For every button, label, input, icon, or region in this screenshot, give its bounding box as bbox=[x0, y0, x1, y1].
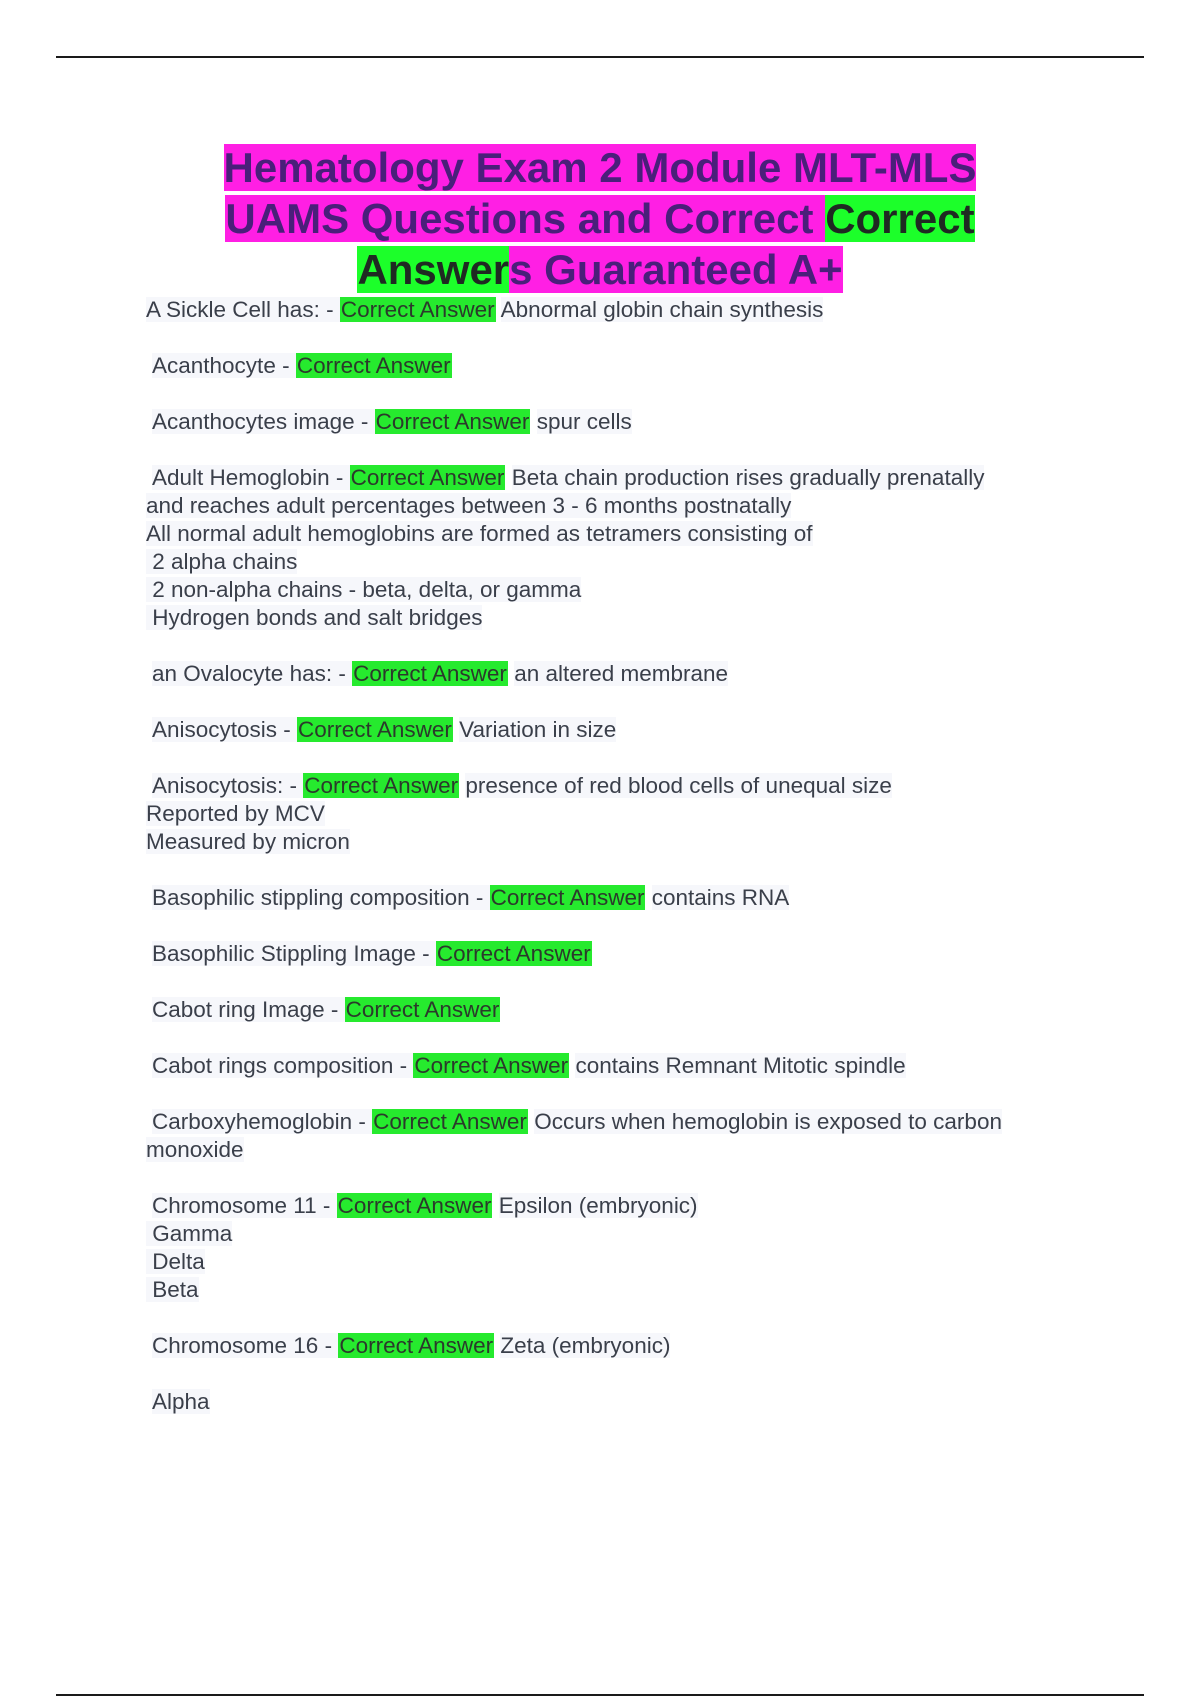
entry-answer: Beta chain production rises gradually prenatally bbox=[511, 465, 985, 490]
flashcard-entry bbox=[146, 1192, 1086, 1304]
correct-answer-tag: Correct Answer bbox=[490, 885, 645, 910]
entry-term: Adult Hemoglobin - bbox=[152, 465, 350, 490]
correct-answer-tag: Correct Answer bbox=[436, 941, 591, 966]
entry-continuation-line bbox=[146, 576, 1086, 604]
correct-answer-tag: Correct Answer bbox=[375, 409, 530, 434]
entry-continuation-line bbox=[146, 1220, 1086, 1248]
entry-continuation-text: Hydrogen bonds and salt bridges bbox=[146, 605, 483, 630]
title-part-1: Hematology Exam 2 Module MLT-MLS bbox=[223, 144, 977, 191]
title-part-2: UAMS Questions and Correct bbox=[225, 195, 826, 242]
entry-answer: spur cells bbox=[536, 409, 632, 434]
entry-continuation-text: Delta bbox=[146, 1249, 205, 1274]
entry-term: Cabot ring Image - bbox=[152, 997, 345, 1022]
entry-first-line bbox=[146, 772, 1086, 800]
entry-first-line bbox=[146, 352, 1086, 380]
entry-continuation-text: Measured by micron bbox=[146, 829, 350, 854]
correct-answer-tag: Correct Answer bbox=[350, 465, 505, 490]
flashcard-entry bbox=[146, 660, 1086, 688]
correct-answer-tag: Correct Answer bbox=[296, 353, 451, 378]
correct-answer-tag: Correct Answer bbox=[345, 997, 500, 1022]
entry-continuation-text: Beta bbox=[146, 1277, 199, 1302]
entry-first-line bbox=[146, 660, 1086, 688]
correct-answer-tag: Correct Answer bbox=[298, 717, 452, 742]
entry-term: Acanthocytes image - bbox=[152, 409, 375, 434]
flashcard-entry bbox=[146, 772, 1086, 856]
flashcard-entry bbox=[146, 352, 1086, 380]
correct-answer-tag: Correct Answer bbox=[353, 661, 507, 686]
entry-term: Basophilic Stippling Image - bbox=[152, 941, 436, 966]
entry-first-line bbox=[146, 940, 1086, 968]
entry-answer: Epsilon (embryonic) bbox=[498, 1193, 698, 1218]
correct-answer-tag: Correct Answer bbox=[337, 1193, 492, 1218]
entry-term: Chromosome 11 - bbox=[152, 1193, 337, 1218]
entry-first-line bbox=[146, 1388, 1086, 1416]
entry-term: Cabot rings composition - bbox=[152, 1053, 414, 1078]
entry-term: Alpha bbox=[152, 1389, 210, 1414]
entry-answer: an altered membrane bbox=[514, 661, 729, 686]
entry-answer: Abnormal globin chain synthesis bbox=[500, 297, 824, 322]
entry-continuation-text: All normal adult hemoglobins are formed as tetramers consisting of bbox=[146, 521, 813, 546]
correct-answer-tag: Correct Answer bbox=[414, 1053, 569, 1078]
entry-continuation-text: monoxide bbox=[146, 1137, 244, 1162]
flashcard-entry bbox=[146, 716, 1086, 744]
entry-first-line bbox=[146, 464, 1086, 492]
entry-first-line bbox=[146, 408, 1086, 436]
entry-first-line bbox=[146, 296, 1086, 324]
entry-term: Acanthocyte - bbox=[152, 353, 296, 378]
entry-continuation-line bbox=[146, 800, 1086, 828]
flashcard-entry bbox=[146, 996, 1086, 1024]
entry-continuation-line bbox=[146, 520, 1086, 548]
entry-first-line bbox=[146, 1192, 1086, 1220]
entry-term: Chromosome 16 - bbox=[152, 1333, 339, 1358]
entry-first-line bbox=[146, 716, 1086, 744]
flashcard-entry bbox=[146, 1052, 1086, 1080]
entry-first-line bbox=[146, 1052, 1086, 1080]
entry-answer: Variation in size bbox=[459, 717, 617, 742]
entry-answer: contains Remnant Mitotic spindle bbox=[575, 1053, 906, 1078]
entry-answer: presence of red blood cells of unequal size bbox=[465, 773, 892, 798]
entry-term: Basophilic stippling composition - bbox=[152, 885, 490, 910]
flashcard-entry bbox=[146, 296, 1086, 324]
document-title bbox=[150, 142, 1050, 295]
title-part-5: s Guaranteed A+ bbox=[509, 246, 843, 293]
title-part-3: Correct bbox=[825, 195, 975, 242]
entry-first-line bbox=[146, 884, 1086, 912]
entry-answer: contains RNA bbox=[651, 885, 790, 910]
entry-term: A Sickle Cell has: - bbox=[146, 297, 340, 322]
flashcard-entry bbox=[146, 408, 1086, 436]
correct-answer-tag: Correct Answer bbox=[373, 1109, 527, 1134]
entry-continuation-text: and reaches adult percentages between 3 - 6 months postnatally bbox=[146, 493, 792, 518]
title-part-4: Answer bbox=[357, 246, 510, 293]
entry-continuation-line bbox=[146, 1276, 1086, 1304]
entry-continuation-line bbox=[146, 828, 1086, 856]
entry-term: Carboxyhemoglobin - bbox=[152, 1109, 373, 1134]
entry-term: Anisocytosis: - bbox=[152, 773, 304, 798]
correct-answer-tag: Correct Answer bbox=[339, 1333, 494, 1358]
bottom-rule bbox=[56, 1694, 1144, 1696]
correct-answer-tag: Correct Answer bbox=[340, 297, 495, 322]
entry-continuation-line bbox=[146, 1136, 1086, 1164]
entry-term: Anisocytosis - bbox=[152, 717, 298, 742]
entry-answer: Zeta (embryonic) bbox=[500, 1333, 671, 1358]
flashcard-entry bbox=[146, 464, 1086, 632]
entry-answer: Occurs when hemoglobin is exposed to carbon bbox=[534, 1109, 1002, 1134]
flashcard-entry bbox=[146, 884, 1086, 912]
entry-continuation-line bbox=[146, 1248, 1086, 1276]
flashcard-entry bbox=[146, 1108, 1086, 1164]
flashcard-entry bbox=[146, 940, 1086, 968]
top-rule bbox=[56, 56, 1144, 58]
entry-continuation-text: Reported by MCV bbox=[146, 801, 325, 826]
flashcard-entry bbox=[146, 1388, 1086, 1416]
entry-term: an Ovalocyte has: - bbox=[152, 661, 353, 686]
flashcard-entry bbox=[146, 1332, 1086, 1360]
entry-continuation-line bbox=[146, 492, 1086, 520]
entry-continuation-text: Gamma bbox=[146, 1221, 233, 1246]
entry-continuation-text: 2 non-alpha chains - beta, delta, or gamma bbox=[146, 577, 582, 602]
entry-first-line bbox=[146, 1108, 1086, 1136]
entry-first-line bbox=[146, 996, 1086, 1024]
flashcard-list bbox=[146, 296, 1086, 1444]
entry-first-line bbox=[146, 1332, 1086, 1360]
entry-continuation-line bbox=[146, 604, 1086, 632]
entry-continuation-line bbox=[146, 548, 1086, 576]
entry-continuation-text: 2 alpha chains bbox=[146, 549, 298, 574]
correct-answer-tag: Correct Answer bbox=[304, 773, 459, 798]
